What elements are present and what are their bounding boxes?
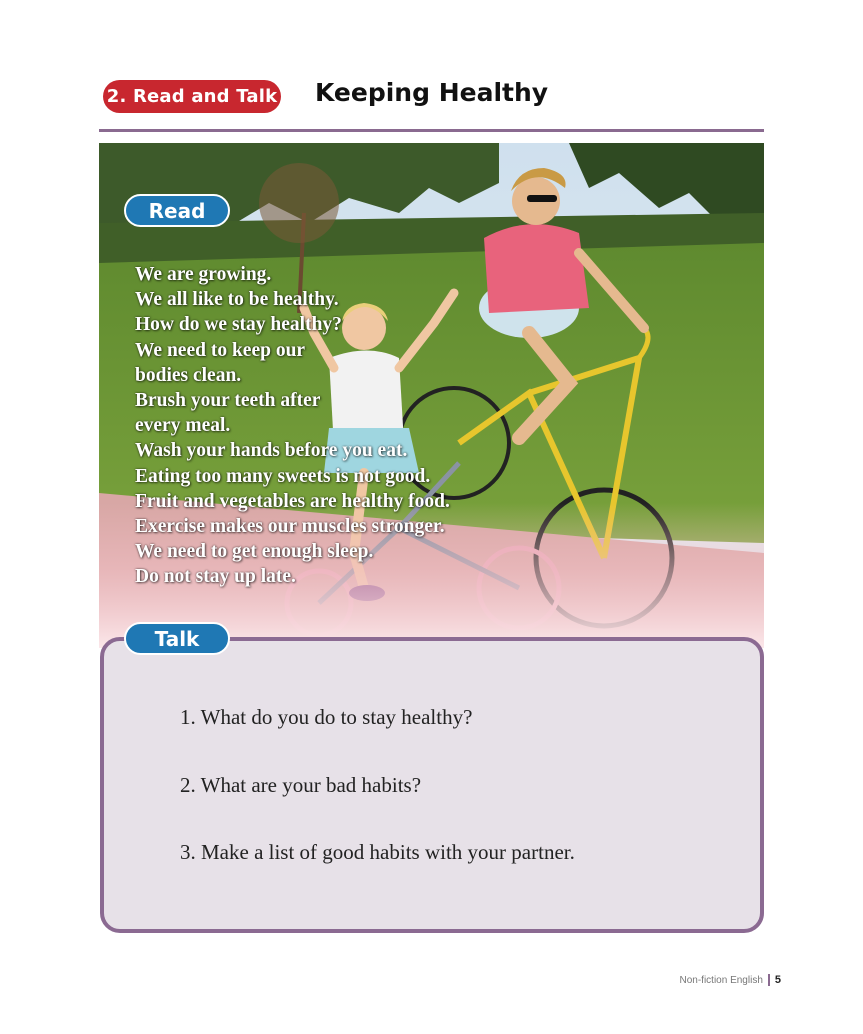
- passage-line: Brush your teeth after: [135, 390, 321, 412]
- section-label: 2. Read and Talk: [103, 80, 281, 113]
- passage-line: Do not stay up late.: [135, 566, 296, 588]
- passage-line: We need to get enough sleep.: [135, 541, 374, 563]
- title-divider: [99, 129, 764, 132]
- page-footer: [680, 974, 782, 986]
- question-item: 1. What do you do to stay healthy?: [180, 705, 473, 729]
- passage-line: bodies clean.: [135, 364, 242, 386]
- passage-line: Exercise makes our muscles stronger.: [135, 516, 445, 538]
- discussion-questions: [180, 705, 575, 908]
- read-label: Read: [124, 194, 230, 227]
- book-title: Non-fiction English: [679, 974, 763, 986]
- page-number: 5: [774, 974, 781, 986]
- passage-line: Fruit and vegetables are healthy food.: [135, 490, 450, 512]
- passage-line: every meal.: [135, 415, 231, 437]
- passage-line: We are growing.: [135, 264, 272, 285]
- question-item: 2. What are your bad habits?: [180, 772, 422, 797]
- page-title: Keeping Healthy: [315, 78, 549, 107]
- passage-line: We all like to be healthy.: [135, 289, 339, 311]
- passage-line: Eating too many sweets is not good.: [135, 465, 431, 487]
- passage-line: Wash your hands before you eat.: [135, 440, 408, 462]
- passage-line: How do we stay healthy?: [135, 314, 342, 336]
- footer-divider: [768, 974, 770, 986]
- question-item: 3. Make a list of good habits with your partner.: [180, 840, 575, 864]
- talk-label: Talk: [124, 622, 230, 655]
- passage-line: We need to keep our: [135, 339, 306, 361]
- reading-passage: [135, 262, 515, 590]
